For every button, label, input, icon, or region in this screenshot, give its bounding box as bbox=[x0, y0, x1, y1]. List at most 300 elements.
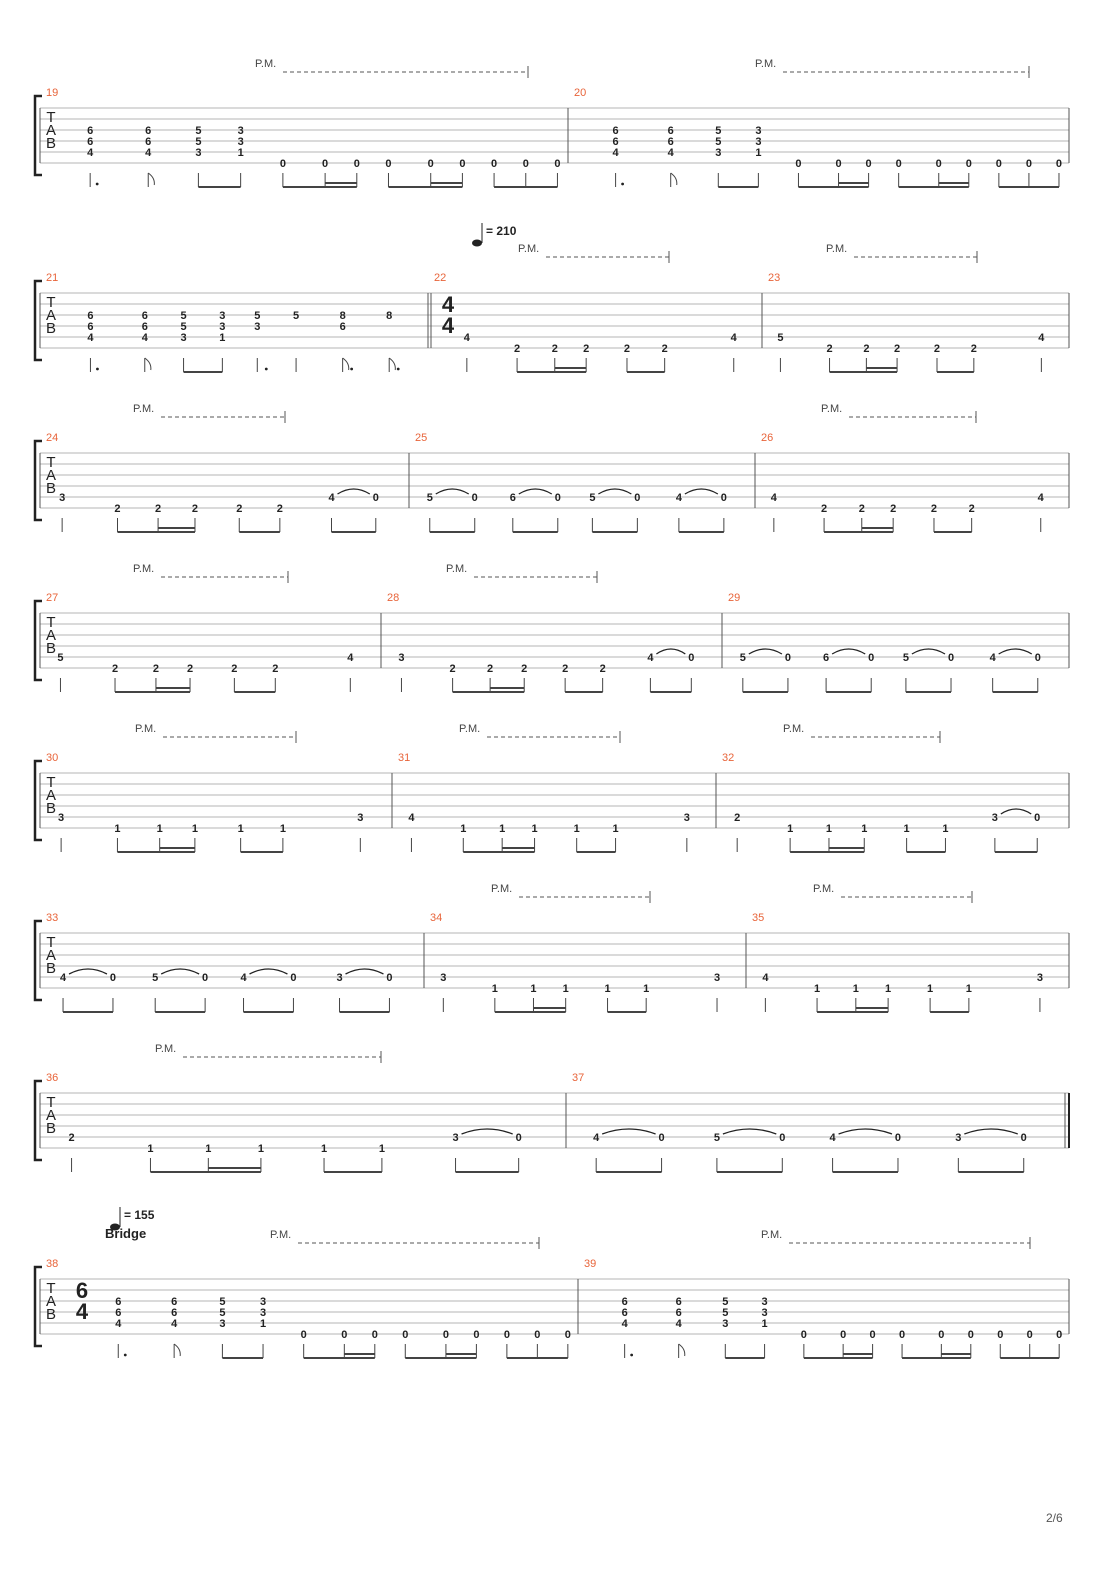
fret-number: 4 bbox=[115, 1318, 122, 1330]
fret-number: 3 bbox=[58, 812, 65, 824]
fret-number: 0 bbox=[997, 1329, 1004, 1341]
fret-number: 0 bbox=[965, 158, 972, 170]
fret-number: 4 bbox=[141, 332, 148, 344]
fret-number: 3 bbox=[1036, 972, 1043, 984]
fret-number: 0 bbox=[471, 492, 478, 504]
fret-number: 2 bbox=[114, 503, 121, 515]
fret-number: 1 bbox=[755, 147, 762, 159]
measure-number: 22 bbox=[434, 272, 447, 284]
fret-number: 0 bbox=[1025, 158, 1032, 170]
fret-number: 1 bbox=[761, 1318, 768, 1330]
tab-clef-letter: A bbox=[45, 947, 57, 964]
fret-number: 1 bbox=[191, 823, 198, 835]
fret-number: 1 bbox=[604, 983, 611, 995]
fret-number: 5 bbox=[219, 1296, 226, 1308]
fret-number: 0 bbox=[800, 1329, 807, 1341]
fret-number: 6 bbox=[339, 321, 346, 333]
tab-clef-letter: T bbox=[46, 934, 56, 951]
fret-number: 0 bbox=[1026, 1329, 1033, 1341]
tie-arc bbox=[519, 489, 552, 494]
measure-number: 26 bbox=[761, 432, 774, 444]
measure bbox=[768, 272, 1045, 372]
tie-arc bbox=[964, 1129, 1017, 1134]
fret-number: 5 bbox=[195, 125, 202, 137]
fret-number: 2 bbox=[623, 343, 631, 355]
fret-number: 3 bbox=[237, 136, 244, 148]
fret-number: 0 bbox=[795, 158, 802, 170]
fret-number: 2 bbox=[821, 503, 828, 515]
fret-number: 6 bbox=[612, 136, 619, 148]
measure bbox=[728, 592, 1041, 692]
fret-number: 3 bbox=[713, 972, 721, 984]
fret-number: 2 bbox=[272, 663, 279, 675]
tab-system bbox=[35, 1207, 1069, 1358]
fret-number: 2 bbox=[930, 503, 938, 515]
fret-number: 3 bbox=[254, 321, 261, 333]
fret-number: 1 bbox=[531, 823, 538, 835]
fret-number: 5 bbox=[777, 332, 784, 344]
tab-clef-letter: T bbox=[46, 294, 56, 311]
measure bbox=[430, 912, 720, 1012]
fret-number: 0 bbox=[1034, 812, 1041, 824]
fret-number: 4 bbox=[762, 972, 769, 984]
fret-number: 1 bbox=[237, 823, 244, 835]
fret-number: 2 bbox=[191, 503, 199, 515]
measure-number: 34 bbox=[430, 912, 443, 924]
fret-number: 4 bbox=[408, 812, 415, 824]
fret-number: 5 bbox=[180, 310, 187, 322]
measure-number: 27 bbox=[46, 592, 59, 604]
fret-number: 3 bbox=[955, 1132, 962, 1144]
tab-clef-letter: A bbox=[45, 467, 57, 484]
measure bbox=[46, 912, 393, 1012]
fret-number: 0 bbox=[491, 158, 498, 170]
fret-number: 4 bbox=[829, 1132, 836, 1144]
fret-number: 5 bbox=[713, 1132, 720, 1144]
rhythm-dot bbox=[630, 1354, 633, 1357]
fret-number: 3 bbox=[59, 492, 66, 504]
fret-number: 0 bbox=[322, 158, 329, 170]
fret-number: 3 bbox=[440, 972, 447, 984]
tie-arc bbox=[749, 649, 782, 654]
fret-number: 3 bbox=[259, 1296, 267, 1308]
tab-clef-letter: B bbox=[45, 135, 57, 152]
tab-clef-letter: B bbox=[45, 800, 57, 817]
fret-number: 0 bbox=[385, 158, 392, 170]
fret-number: 4 bbox=[621, 1318, 628, 1330]
tab-clef-letter: B bbox=[45, 1120, 57, 1137]
fret-number: 1 bbox=[219, 332, 226, 344]
tie-arc bbox=[436, 489, 469, 494]
measure bbox=[574, 87, 1062, 187]
fret-number: 1 bbox=[114, 823, 121, 835]
fret-number: 2 bbox=[231, 663, 238, 675]
fret-number: 4 bbox=[347, 652, 354, 664]
fret-number: 5 bbox=[426, 492, 433, 504]
tab-system bbox=[35, 223, 1069, 372]
fret-number: 0 bbox=[442, 1329, 449, 1341]
fret-number: 0 bbox=[658, 1132, 665, 1144]
fret-number: 0 bbox=[688, 652, 695, 664]
fret-number: 5 bbox=[902, 652, 909, 664]
tie-arc bbox=[723, 1129, 776, 1134]
fret-number: 4 bbox=[145, 147, 152, 159]
time-signature-bottom: 4 bbox=[441, 313, 455, 338]
fret-number: 5 bbox=[715, 125, 722, 137]
tie-arc bbox=[839, 1129, 892, 1134]
measure-number: 25 bbox=[415, 432, 428, 444]
eighth-flag bbox=[148, 173, 154, 185]
rhythm-dot bbox=[96, 183, 99, 186]
fret-number: 5 bbox=[715, 136, 722, 148]
fret-number: 2 bbox=[968, 503, 975, 515]
fret-number: 3 bbox=[761, 1307, 768, 1319]
fret-number: 6 bbox=[823, 652, 830, 664]
tab-system bbox=[35, 1043, 1069, 1172]
fret-number: 4 bbox=[171, 1318, 178, 1330]
fret-number: 6 bbox=[509, 492, 516, 504]
fret-number: 2 bbox=[68, 1132, 75, 1144]
fret-number: 1 bbox=[491, 983, 498, 995]
fret-number: 3 bbox=[180, 332, 187, 344]
tie-arc bbox=[912, 649, 945, 654]
measure-number: 23 bbox=[768, 272, 781, 284]
tab-system bbox=[35, 58, 1069, 187]
measure-number: 38 bbox=[46, 1258, 59, 1270]
measure bbox=[752, 912, 1043, 1012]
fret-number: 2 bbox=[487, 663, 494, 675]
fret-number: 6 bbox=[87, 310, 94, 322]
fret-number: 4 bbox=[87, 147, 94, 159]
palm-mute-label: P.M. bbox=[133, 403, 155, 415]
tab-system bbox=[35, 563, 1069, 692]
fret-number: 1 bbox=[573, 823, 580, 835]
tab-clef-letter: B bbox=[45, 320, 57, 337]
measure bbox=[46, 272, 400, 372]
measure bbox=[46, 1258, 571, 1358]
fret-number: 1 bbox=[612, 823, 619, 835]
palm-mute-label: P.M. bbox=[270, 1229, 292, 1241]
tie-arc bbox=[346, 969, 384, 974]
tab-clef-letter: T bbox=[46, 1280, 56, 1297]
fret-number: 0 bbox=[894, 1132, 902, 1144]
fret-number: 2 bbox=[970, 343, 977, 355]
fret-number: 6 bbox=[667, 125, 674, 137]
quarter-note-icon bbox=[472, 240, 482, 247]
tab-system bbox=[35, 883, 1069, 1012]
fret-number: 4 bbox=[593, 1132, 600, 1144]
palm-mute-label: P.M. bbox=[821, 403, 843, 415]
fret-number: 1 bbox=[825, 823, 833, 835]
tab-clef-letter: B bbox=[45, 1306, 57, 1323]
time-signature-top: 6 bbox=[75, 1278, 89, 1303]
fret-number: 6 bbox=[612, 125, 619, 137]
fret-number: 3 bbox=[237, 125, 244, 137]
measure bbox=[46, 87, 561, 187]
measure-number: 21 bbox=[46, 272, 59, 284]
fret-number: 0 bbox=[371, 1329, 378, 1341]
fret-number: 8 bbox=[339, 310, 346, 322]
fret-number: 6 bbox=[141, 321, 148, 333]
fret-number: 4 bbox=[647, 652, 654, 664]
tab-clef-letter: T bbox=[46, 774, 56, 791]
fret-number: 4 bbox=[667, 147, 674, 159]
tab-clef-letter: A bbox=[45, 787, 57, 804]
fret-number: 4 bbox=[59, 972, 67, 984]
fret-number: 0 bbox=[995, 158, 1002, 170]
fret-number: 1 bbox=[903, 823, 910, 835]
fret-number: 0 bbox=[353, 158, 360, 170]
fret-number: 3 bbox=[219, 1318, 226, 1330]
fret-number: 1 bbox=[530, 983, 537, 995]
tab-clef-letter: A bbox=[45, 627, 57, 644]
fret-number: 0 bbox=[835, 158, 842, 170]
palm-mute-label: P.M. bbox=[459, 723, 481, 735]
palm-mute-label: P.M. bbox=[755, 58, 777, 70]
time-signature-top: 4 bbox=[441, 292, 455, 317]
tie-arc bbox=[602, 1129, 655, 1134]
rhythm-dot bbox=[350, 368, 353, 371]
fret-number: 3 bbox=[195, 147, 202, 159]
fret-number: 6 bbox=[145, 136, 152, 148]
measure bbox=[46, 592, 354, 692]
fret-number: 5 bbox=[722, 1307, 729, 1319]
rhythm-dot bbox=[124, 1354, 127, 1357]
fret-number: 0 bbox=[372, 492, 379, 504]
fret-number: 2 bbox=[583, 343, 590, 355]
fret-number: 0 bbox=[534, 1329, 541, 1341]
fret-number: 3 bbox=[398, 652, 405, 664]
fret-number: 2 bbox=[111, 663, 119, 675]
fret-number: 0 bbox=[1055, 158, 1063, 170]
fret-number: 0 bbox=[947, 652, 955, 664]
fret-number: 3 bbox=[715, 147, 722, 159]
fret-number: 2 bbox=[890, 503, 897, 515]
fret-number: 1 bbox=[787, 823, 794, 835]
measure bbox=[398, 752, 690, 852]
fret-number: 2 bbox=[449, 663, 456, 675]
fret-number: 6 bbox=[115, 1296, 122, 1308]
palm-mute-label: P.M. bbox=[491, 883, 513, 895]
fret-number: 6 bbox=[115, 1307, 122, 1319]
measure bbox=[722, 752, 1040, 852]
fret-number: 6 bbox=[171, 1307, 178, 1319]
measure bbox=[584, 1258, 1062, 1358]
fret-number: 0 bbox=[840, 1329, 847, 1341]
fret-number: 0 bbox=[868, 652, 875, 664]
fret-number: 2 bbox=[734, 812, 741, 824]
eighth-flag bbox=[343, 358, 349, 370]
fret-number: 2 bbox=[562, 663, 569, 675]
fret-number: 1 bbox=[205, 1143, 212, 1155]
fret-number: 0 bbox=[634, 492, 641, 504]
palm-mute-label: P.M. bbox=[135, 723, 157, 735]
fret-number: 4 bbox=[989, 652, 996, 664]
fret-number: 2 bbox=[152, 663, 160, 675]
fret-number: 4 bbox=[612, 147, 619, 159]
palm-mute-label: P.M. bbox=[155, 1043, 177, 1055]
palm-mute-label: P.M. bbox=[783, 723, 805, 735]
measure bbox=[387, 592, 694, 692]
fret-number: 1 bbox=[562, 983, 569, 995]
fret-number: 0 bbox=[895, 158, 902, 170]
fret-number: 3 bbox=[219, 310, 226, 322]
fret-number: 0 bbox=[784, 652, 791, 664]
fret-number: 4 bbox=[463, 332, 470, 344]
fret-number: 4 bbox=[730, 332, 737, 344]
fret-number: 0 bbox=[1034, 652, 1041, 664]
fret-number: 1 bbox=[927, 983, 934, 995]
fret-number: 1 bbox=[320, 1143, 328, 1155]
fret-number: 0 bbox=[967, 1329, 974, 1341]
tie-arc bbox=[685, 489, 718, 494]
fret-number: 2 bbox=[599, 663, 606, 675]
tempo-marking: = 155 bbox=[124, 1208, 155, 1222]
fret-number: 2 bbox=[514, 343, 521, 355]
tab-clef-letter: T bbox=[46, 614, 56, 631]
measure bbox=[46, 432, 379, 532]
fret-number: 5 bbox=[195, 136, 202, 148]
fret-number: 6 bbox=[675, 1296, 682, 1308]
fret-number: 4 bbox=[328, 492, 335, 504]
measure-number: 28 bbox=[387, 592, 400, 604]
fret-number: 0 bbox=[341, 1329, 348, 1341]
measure-number: 39 bbox=[584, 1258, 597, 1270]
fret-number: 6 bbox=[141, 310, 148, 322]
fret-number: 2 bbox=[276, 503, 283, 515]
fret-number: 0 bbox=[522, 158, 529, 170]
fret-number: 3 bbox=[755, 136, 762, 148]
fret-number: 6 bbox=[87, 125, 94, 137]
fret-number: 1 bbox=[499, 823, 506, 835]
fret-number: 1 bbox=[257, 1143, 264, 1155]
palm-mute-label: P.M. bbox=[813, 883, 835, 895]
tab-clef-letter: B bbox=[45, 640, 57, 657]
fret-number: 0 bbox=[300, 1329, 307, 1341]
fret-number: 0 bbox=[473, 1329, 480, 1341]
eighth-flag bbox=[671, 173, 677, 185]
measure-number: 24 bbox=[46, 432, 59, 444]
eighth-flag bbox=[389, 358, 395, 370]
palm-mute-label: P.M. bbox=[255, 58, 277, 70]
fret-number: 1 bbox=[237, 147, 244, 159]
measure-number: 33 bbox=[46, 912, 59, 924]
fret-number: 6 bbox=[87, 321, 94, 333]
fret-number: 2 bbox=[826, 343, 833, 355]
fret-number: 0 bbox=[554, 158, 561, 170]
fret-number: 5 bbox=[57, 652, 64, 664]
fret-number: 3 bbox=[755, 125, 762, 137]
fret-number: 2 bbox=[858, 503, 865, 515]
fret-number: 8 bbox=[386, 310, 393, 322]
fret-number: 0 bbox=[938, 1329, 945, 1341]
palm-mute-label: P.M. bbox=[446, 563, 468, 575]
tie-arc bbox=[598, 489, 631, 494]
fret-number: 6 bbox=[667, 136, 674, 148]
fret-number: 1 bbox=[460, 823, 467, 835]
fret-number: 6 bbox=[621, 1307, 628, 1319]
fret-number: 4 bbox=[1038, 332, 1045, 344]
fret-number: 3 bbox=[761, 1296, 768, 1308]
fret-number: 2 bbox=[551, 343, 558, 355]
fret-number: 5 bbox=[152, 972, 159, 984]
fret-number: 0 bbox=[898, 1329, 906, 1341]
fret-number: 1 bbox=[852, 983, 859, 995]
fret-number: 4 bbox=[1037, 492, 1044, 504]
fret-number: 0 bbox=[515, 1132, 522, 1144]
tab-clef-letter: A bbox=[45, 1293, 57, 1310]
fret-number: 4 bbox=[87, 332, 94, 344]
fret-number: 0 bbox=[779, 1132, 786, 1144]
tab-system bbox=[35, 723, 1069, 852]
fret-number: 3 bbox=[991, 812, 998, 824]
fret-number: 1 bbox=[156, 823, 163, 835]
tie-arc bbox=[1001, 809, 1031, 814]
fret-number: 0 bbox=[109, 972, 117, 984]
fret-number: 3 bbox=[336, 972, 343, 984]
tie-arc bbox=[462, 1129, 513, 1134]
tie-arc bbox=[832, 649, 865, 654]
measure-number: 35 bbox=[752, 912, 765, 924]
fret-number: 1 bbox=[378, 1143, 385, 1155]
tie-arc bbox=[656, 649, 685, 654]
tab-clef-letter: B bbox=[45, 960, 57, 977]
fret-number: 2 bbox=[933, 343, 941, 355]
measure-number: 30 bbox=[46, 752, 59, 764]
fret-number: 5 bbox=[722, 1296, 729, 1308]
fret-number: 2 bbox=[236, 503, 243, 515]
fret-number: 2 bbox=[894, 343, 901, 355]
measure bbox=[46, 752, 363, 852]
section-label: Bridge bbox=[105, 1226, 147, 1241]
fret-number: 1 bbox=[965, 983, 972, 995]
fret-number: 0 bbox=[554, 492, 561, 504]
tab-clef-letter: B bbox=[45, 480, 57, 497]
tempo-marking: = 210 bbox=[486, 224, 517, 238]
fret-number: 2 bbox=[521, 663, 528, 675]
fret-number: 0 bbox=[865, 158, 872, 170]
measure bbox=[434, 272, 738, 372]
fret-number: 3 bbox=[219, 321, 226, 333]
tie-arc bbox=[250, 969, 288, 974]
palm-mute-label: P.M. bbox=[826, 243, 848, 255]
fret-number: 5 bbox=[589, 492, 596, 504]
rhythm-dot bbox=[96, 368, 99, 371]
fret-number: 6 bbox=[171, 1296, 178, 1308]
measure-number: 37 bbox=[572, 1072, 585, 1084]
fret-number: 0 bbox=[1056, 1329, 1063, 1341]
fret-number: 1 bbox=[885, 983, 892, 995]
eighth-flag bbox=[145, 358, 151, 370]
fret-number: 6 bbox=[145, 125, 152, 137]
fret-number: 6 bbox=[621, 1296, 628, 1308]
tie-arc bbox=[999, 649, 1032, 654]
fret-number: 1 bbox=[813, 983, 821, 995]
measure bbox=[572, 1072, 1027, 1172]
page-number: 2/6 bbox=[1046, 1511, 1063, 1525]
tie-arc bbox=[69, 969, 107, 974]
fret-number: 0 bbox=[503, 1329, 510, 1341]
fret-number: 4 bbox=[675, 1318, 682, 1330]
fret-number: 5 bbox=[293, 310, 300, 322]
fret-number: 1 bbox=[259, 1318, 267, 1330]
fret-number: 0 bbox=[279, 158, 286, 170]
measure bbox=[46, 1072, 522, 1172]
fret-number: 6 bbox=[87, 136, 94, 148]
fret-number: 1 bbox=[147, 1143, 154, 1155]
rhythm-dot bbox=[265, 368, 268, 371]
fret-number: 0 bbox=[1020, 1132, 1027, 1144]
